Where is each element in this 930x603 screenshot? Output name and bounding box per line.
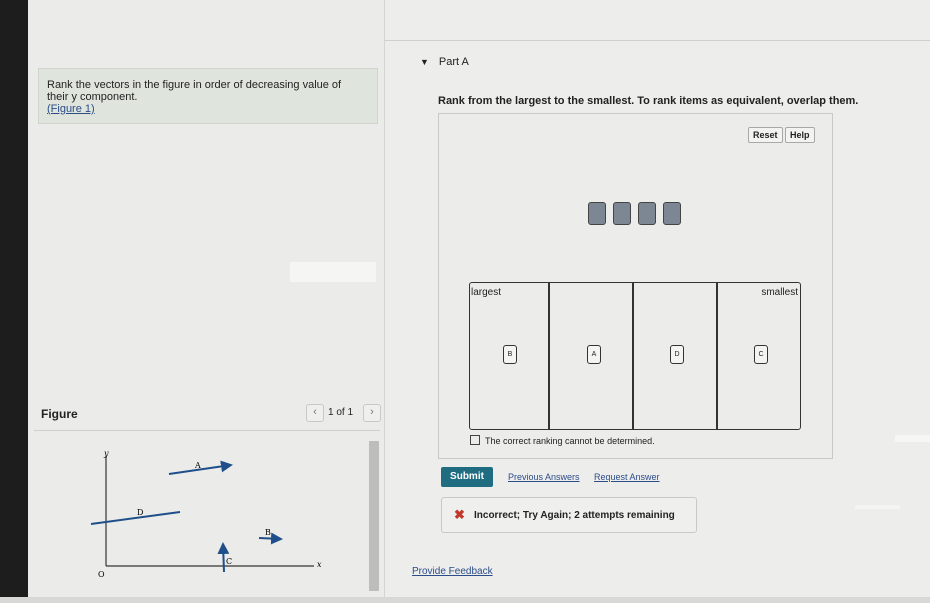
part-title: Part A bbox=[438, 56, 469, 68]
screen-glare bbox=[895, 435, 930, 442]
rank-card-c[interactable]: C bbox=[754, 345, 768, 364]
ranking-instructions: Rank from the largest to the smallest. To rank items as equivalent, overlap them. bbox=[438, 95, 859, 107]
chevron-left-icon[interactable]: ‹ bbox=[306, 404, 324, 422]
ranking-divider bbox=[632, 283, 634, 429]
vector-d bbox=[91, 512, 180, 524]
vector-diagram bbox=[34, 432, 364, 598]
request-answer-link[interactable]: Request Answer bbox=[594, 472, 660, 482]
vector-b-label: B bbox=[265, 528, 271, 537]
ranking-divider bbox=[548, 283, 550, 429]
part-header[interactable] bbox=[420, 56, 469, 68]
rank-card-d[interactable]: D bbox=[670, 345, 684, 364]
drag-item-slot[interactable] bbox=[638, 202, 656, 225]
largest-label: largest bbox=[471, 287, 502, 298]
axis-x-label: x bbox=[317, 560, 322, 569]
screen-glare bbox=[290, 262, 376, 282]
question-prompt: Rank the vectors in the figure in order of decreasing value of their y component. bbox=[47, 79, 342, 103]
ranking-table bbox=[469, 282, 801, 430]
figure-scrollbar[interactable] bbox=[369, 441, 379, 591]
x-mark-icon: ✖ bbox=[454, 507, 465, 522]
cannot-determine-checkbox[interactable] bbox=[470, 435, 480, 445]
figure-page-count: 1 of 1 bbox=[328, 407, 354, 418]
origin-label: O bbox=[98, 570, 105, 579]
feedback-message bbox=[441, 497, 697, 533]
vector-a-label: A bbox=[195, 461, 201, 470]
ranking-divider bbox=[716, 283, 718, 429]
bottom-bar bbox=[0, 597, 930, 603]
triangle-down-icon[interactable]: ▼ bbox=[420, 57, 429, 67]
figure-pager bbox=[302, 404, 382, 422]
submit-button[interactable]: Submit bbox=[441, 467, 493, 487]
chevron-right-icon[interactable]: › bbox=[363, 404, 381, 422]
help-button[interactable]: Help bbox=[785, 127, 815, 143]
feedback-text: Incorrect; Try Again; 2 attempts remaining bbox=[474, 510, 675, 521]
rank-card-a[interactable]: A bbox=[587, 345, 601, 364]
drag-item-slot[interactable] bbox=[663, 202, 681, 225]
rank-card-b[interactable]: B bbox=[503, 345, 517, 364]
part-divider bbox=[385, 40, 930, 41]
figure-link[interactable]: (Figure 1) bbox=[47, 103, 95, 115]
drag-item-slot[interactable] bbox=[613, 202, 631, 225]
cannot-determine-option[interactable] bbox=[470, 435, 655, 446]
vector-b bbox=[259, 538, 281, 539]
question-prompt-box bbox=[38, 68, 378, 124]
screen-glare bbox=[855, 505, 900, 509]
previous-answers-link[interactable]: Previous Answers bbox=[508, 472, 580, 482]
vector-d-label: D bbox=[137, 508, 144, 517]
smallest-label: smallest bbox=[761, 287, 798, 298]
vector-c-label: C bbox=[226, 557, 233, 566]
vector-c bbox=[223, 544, 224, 572]
drag-item-slot[interactable] bbox=[588, 202, 606, 225]
reset-button[interactable]: Reset bbox=[748, 127, 783, 143]
provide-feedback-link[interactable]: Provide Feedback bbox=[412, 566, 493, 577]
figure-label: Figure bbox=[41, 407, 78, 421]
cannot-determine-label: The correct ranking cannot be determined. bbox=[485, 436, 655, 446]
window-edge bbox=[0, 0, 28, 603]
axis-y-label: y bbox=[104, 449, 109, 458]
